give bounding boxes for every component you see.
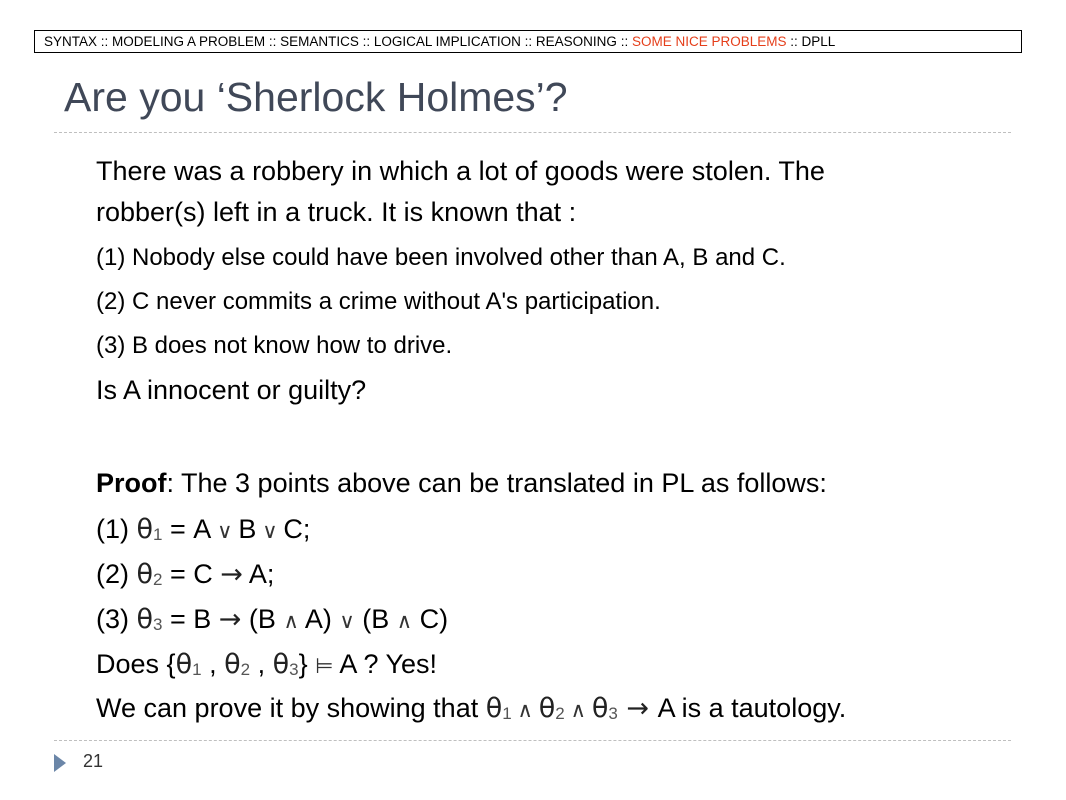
query-text: } xyxy=(298,649,316,679)
and-symbol: ∧ xyxy=(564,699,592,722)
or-symbol: ∨ xyxy=(339,610,355,633)
equals-symbol: = xyxy=(162,559,194,589)
nav-item-logical-implication[interactable]: LOGICAL IMPLICATION xyxy=(373,34,521,49)
theta-subscript: 1 xyxy=(192,660,202,679)
and-symbol: ∧ xyxy=(511,699,539,722)
theta-symbol: θ xyxy=(272,649,290,680)
proof-intro-text: : The 3 points above can be translated in PL as follows: xyxy=(166,468,827,498)
breadcrumb-navbar xyxy=(34,30,1022,53)
nav-item-syntax[interactable]: SYNTAX xyxy=(44,34,98,49)
formula-number: (3) xyxy=(96,604,137,634)
problem-intro-line-1: There was a robbery in which a lot of goods were stolen. The xyxy=(96,156,825,186)
formula-3 xyxy=(96,604,448,635)
formula-number: (1) xyxy=(96,514,137,544)
and-symbol: ∧ xyxy=(283,610,299,633)
comma: , xyxy=(250,649,273,679)
term: A) xyxy=(298,604,340,634)
conclusion xyxy=(96,693,846,724)
triangle-bullet-icon xyxy=(54,754,66,772)
implies-arrow: → xyxy=(220,559,243,590)
theta-subscript: 3 xyxy=(153,615,163,634)
nav-separator: :: xyxy=(520,34,536,49)
theta-symbol: θ xyxy=(224,649,241,680)
formula-1 xyxy=(96,514,310,545)
query-text: Does { xyxy=(96,649,176,679)
theta-symbol: θ xyxy=(591,693,609,724)
equals-symbol: = xyxy=(162,604,194,634)
theta-symbol: θ xyxy=(136,514,154,545)
theta-subscript: 2 xyxy=(555,704,565,723)
nav-item-reasoning[interactable]: REASONING xyxy=(535,34,617,49)
premise-2: (2) C never commits a crime without A's participation. xyxy=(96,288,661,315)
term: A; xyxy=(242,559,275,589)
entails-symbol: ⊨ xyxy=(315,655,334,678)
proof-label: Proof xyxy=(96,468,167,498)
theta-subscript: 3 xyxy=(608,704,618,723)
entailment-query xyxy=(96,649,437,680)
term: A xyxy=(193,514,212,544)
nav-separator: :: xyxy=(616,34,632,49)
problem-intro-line-2: robber(s) left in a truck. It is known that : xyxy=(96,197,577,227)
implies-arrow: → xyxy=(617,693,658,724)
proof-intro xyxy=(96,468,827,499)
page-number: 21 xyxy=(83,751,104,771)
term: B xyxy=(193,604,219,634)
title-divider xyxy=(54,132,1011,133)
or-symbol: ∨ xyxy=(256,520,284,543)
nav-item-modeling[interactable]: MODELING A PROBLEM xyxy=(112,34,266,49)
nav-separator: :: xyxy=(786,34,802,49)
implies-arrow: → xyxy=(218,604,242,635)
nav-item-some-nice-problems[interactable]: SOME NICE PROBLEMS xyxy=(631,34,787,49)
theta-symbol: θ xyxy=(136,604,154,635)
theta-symbol: θ xyxy=(175,649,193,680)
term: C) xyxy=(412,604,449,634)
nav-item-semantics[interactable]: SEMANTICS xyxy=(280,34,359,49)
theta-symbol: θ xyxy=(136,559,154,590)
theta-symbol: θ xyxy=(538,693,556,724)
and-symbol: ∧ xyxy=(396,610,413,633)
premise-1: (1) Nobody else could have been involved other than A, B and C. xyxy=(96,244,786,271)
or-symbol: ∨ xyxy=(211,520,239,543)
query-text: A ? Yes! xyxy=(333,649,438,679)
nav-separator: :: xyxy=(358,34,374,49)
term: B xyxy=(238,514,257,544)
term: (B xyxy=(241,604,284,634)
footer-divider xyxy=(54,740,1011,741)
theta-subscript: 3 xyxy=(289,660,299,679)
theta-subscript: 1 xyxy=(502,704,512,723)
conclusion-text: A is a tautology. xyxy=(657,693,847,723)
nav-item-dpll[interactable]: DPLL xyxy=(801,34,836,49)
theta-subscript: 2 xyxy=(153,570,163,589)
term: (B xyxy=(354,604,397,634)
premise-3: (3) B does not know how to drive. xyxy=(96,332,453,359)
nav-separator: :: xyxy=(97,34,113,49)
formula-2 xyxy=(96,559,274,590)
slide-title: Are you ‘Sherlock Holmes’? xyxy=(64,74,568,120)
nav-separator: :: xyxy=(265,34,281,49)
term: C xyxy=(193,559,221,589)
conclusion-text: We can prove it by showing that xyxy=(96,693,486,723)
formula-number: (2) xyxy=(96,559,137,589)
theta-subscript: 1 xyxy=(153,525,163,544)
theta-subscript: 2 xyxy=(240,660,251,679)
term: C; xyxy=(283,514,311,544)
comma: , xyxy=(201,649,225,679)
equals-symbol: = xyxy=(162,514,194,544)
question: Is A innocent or guilty? xyxy=(96,375,367,405)
theta-symbol: θ xyxy=(485,693,503,724)
